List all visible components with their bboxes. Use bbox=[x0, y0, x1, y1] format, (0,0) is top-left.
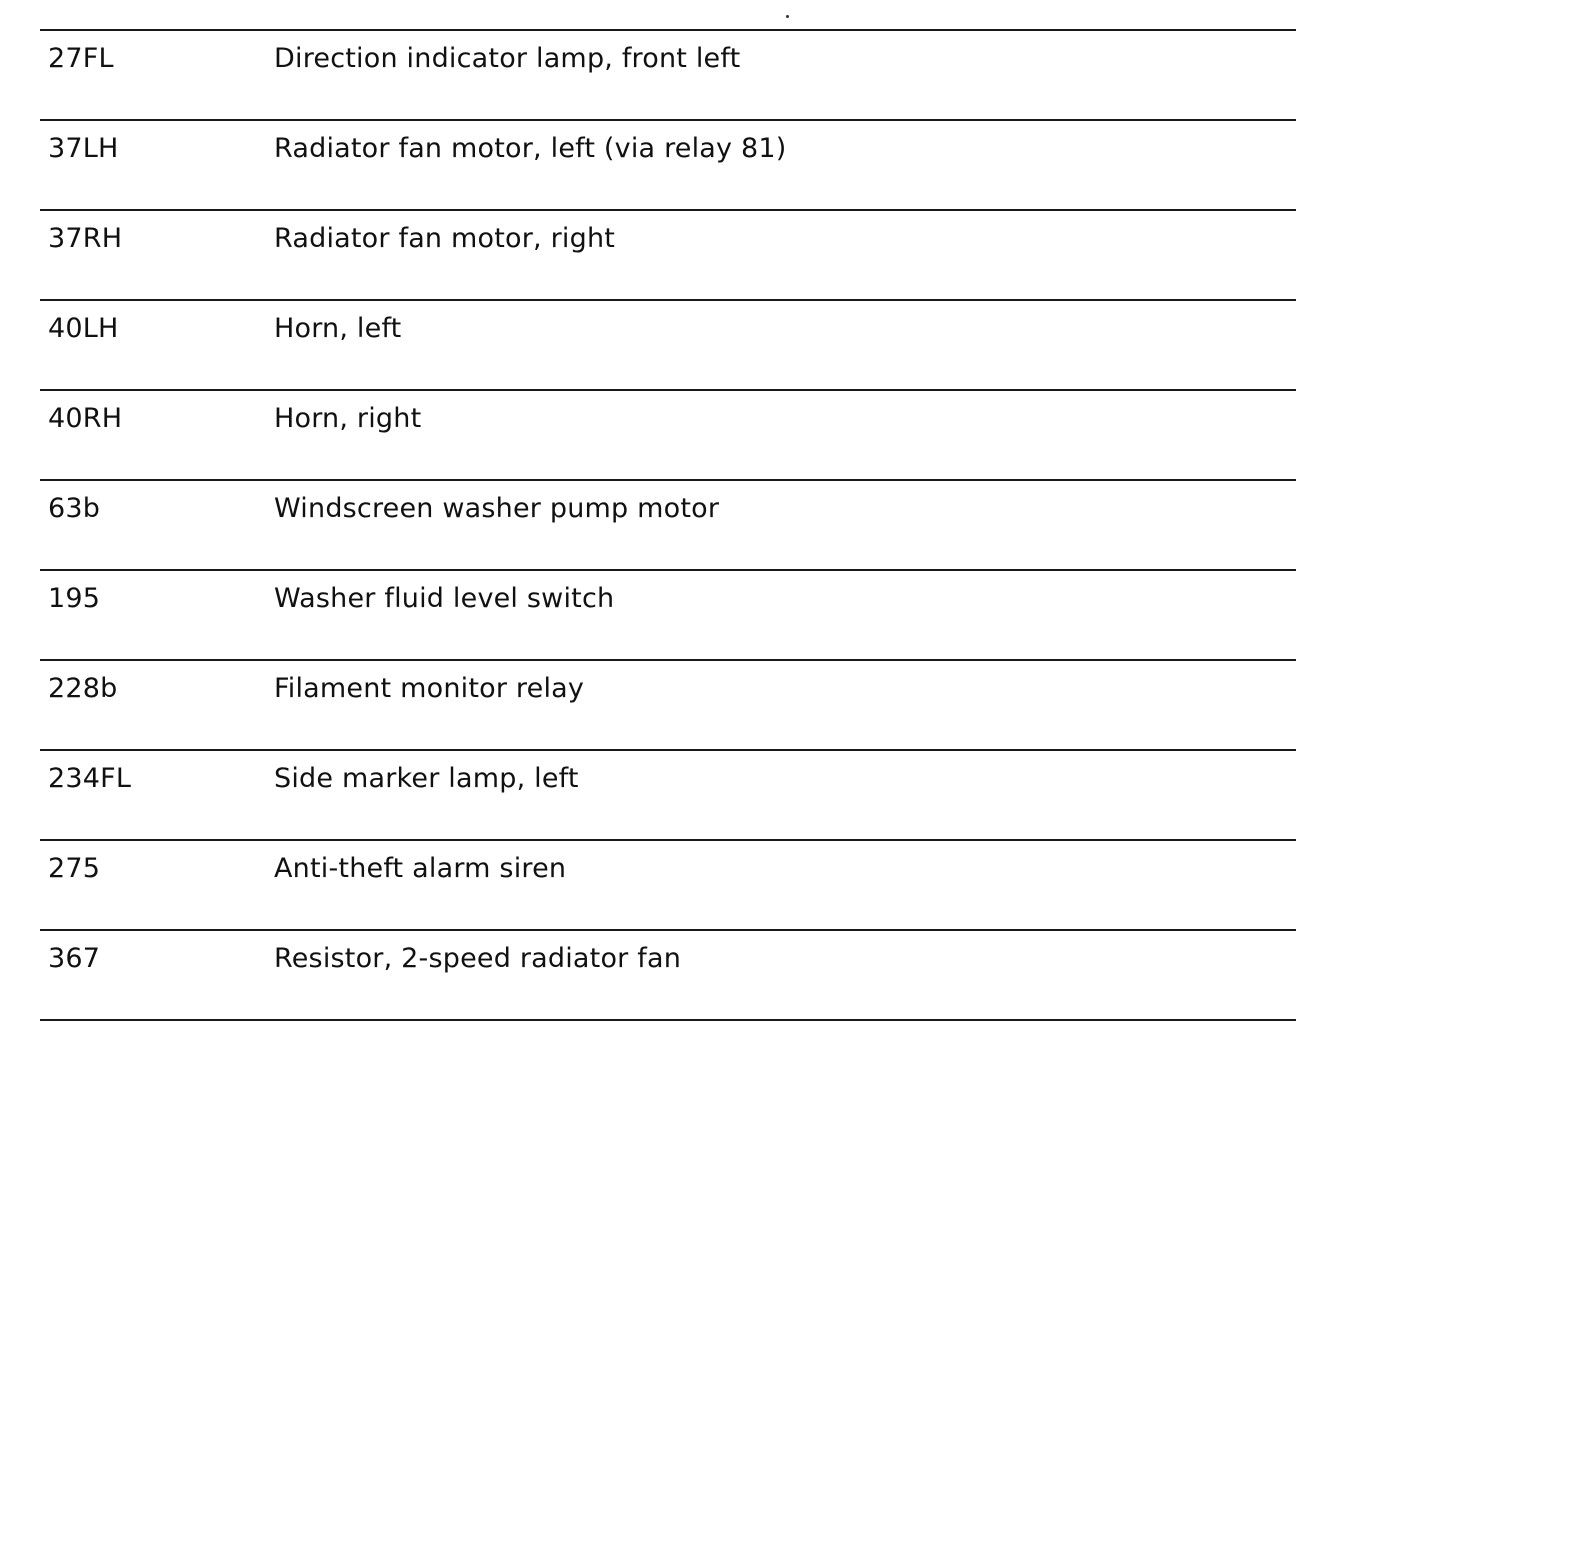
component-description: Horn, right bbox=[274, 403, 422, 434]
component-code: 40RH bbox=[48, 403, 123, 434]
table-row bbox=[40, 751, 1296, 841]
component-description: Windscreen washer pump motor bbox=[274, 493, 720, 524]
table-row bbox=[40, 661, 1296, 751]
component-code: 228b bbox=[48, 673, 118, 704]
component-code: 195 bbox=[48, 583, 101, 614]
table-row bbox=[40, 121, 1296, 211]
table-row bbox=[40, 481, 1296, 571]
component-description: Filament monitor relay bbox=[274, 673, 585, 704]
table-row bbox=[40, 391, 1296, 481]
component-code: 275 bbox=[48, 853, 101, 884]
component-code: 37LH bbox=[48, 133, 119, 164]
table-row bbox=[40, 841, 1296, 931]
component-code: 63b bbox=[48, 493, 101, 524]
component-description: Direction indicator lamp, front left bbox=[274, 43, 741, 74]
component-legend-table bbox=[40, 29, 1296, 1021]
table-row bbox=[40, 31, 1296, 121]
table-row bbox=[40, 301, 1296, 391]
component-description: Anti-theft alarm siren bbox=[274, 853, 567, 884]
component-code: 40LH bbox=[48, 313, 119, 344]
component-description: Side marker lamp, left bbox=[274, 763, 579, 794]
component-description: Horn, left bbox=[274, 313, 402, 344]
table-row bbox=[40, 571, 1296, 661]
table-row bbox=[40, 931, 1296, 1021]
component-code: 234FL bbox=[48, 763, 132, 794]
component-description: Radiator fan motor, right bbox=[274, 223, 616, 254]
component-code: 367 bbox=[48, 943, 101, 974]
table-row bbox=[40, 211, 1296, 301]
scan-speck bbox=[786, 15, 789, 18]
component-description: Radiator fan motor, left (via relay 81) bbox=[274, 133, 787, 164]
component-description: Washer fluid level switch bbox=[274, 583, 615, 614]
component-code: 37RH bbox=[48, 223, 123, 254]
component-description: Resistor, 2-speed radiator fan bbox=[274, 943, 682, 974]
component-code: 27FL bbox=[48, 43, 114, 74]
